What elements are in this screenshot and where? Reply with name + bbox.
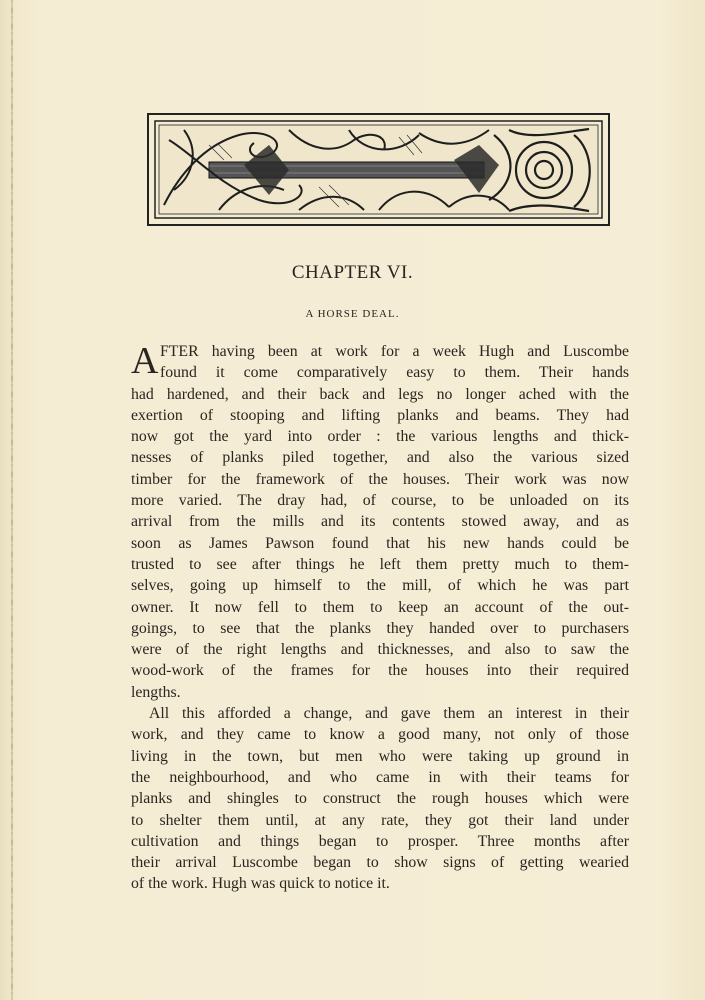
- text-line: the neighbourhood, and who came in with their teams for: [131, 768, 629, 786]
- headpiece-ornament-icon: [149, 115, 608, 224]
- text-line: selves, going up himself to the mill, of which he was part: [131, 577, 629, 595]
- chapter-title: CHAPTER VI.: [291, 262, 414, 283]
- text-line: soon as James Pawson found that his new hands could be: [131, 534, 629, 552]
- ornamental-headpiece: [147, 113, 610, 226]
- page-gutter: [11, 0, 13, 1000]
- text-line: to shelter them until, at any rate, they got their land under: [131, 811, 629, 829]
- text-line: wood-work of the frames for the houses into their required: [131, 662, 629, 680]
- text-line: All this afforded a change, and gave them an interest in their: [149, 705, 629, 723]
- text-line: trusted to see after things he left them pretty much to them-: [131, 555, 629, 573]
- drop-cap: A: [131, 340, 159, 382]
- text-line: had hardened, and their back and legs no longer ached with the: [131, 385, 629, 403]
- text-line: exertion of stooping and lifting planks and beams. They had: [131, 406, 629, 424]
- text-line: arrival from the mills and its contents stowed away, and as: [131, 513, 629, 531]
- text-line: owner. It now fell to them to keep an account of the out-: [131, 598, 629, 616]
- text-line: now got the yard into order : the various lengths and thick-: [131, 428, 629, 446]
- chapter-subtitle: A HORSE DEAL.: [305, 308, 400, 320]
- text-line: their arrival Luscombe began to show signs of getting wearied: [131, 854, 629, 872]
- text-line: FTER having been at work for a week Hugh and Luscombe: [160, 343, 629, 360]
- text-line: more varied. The dray had, of course, to be unloaded on its: [131, 492, 629, 510]
- text-line: of the work. Hugh was quick to notice it.: [131, 875, 390, 893]
- text-line: work, and they came to know a good many, not only of those: [131, 726, 629, 744]
- opening-paragraph-cap-block: [131, 341, 629, 384]
- text-line: timber for the framework of the houses. Their work was now: [131, 470, 629, 488]
- body-text: [131, 341, 629, 895]
- text-line: cultivation and things began to prosper. Three months after: [131, 832, 629, 850]
- text-line: lengths.: [131, 683, 181, 701]
- text-line: were of the right lengths and thicknesses, and also to saw the: [131, 641, 629, 659]
- cap-lines: [160, 341, 629, 384]
- text-line: living in the town, but men who were taking up ground in: [131, 747, 629, 765]
- text-line: nesses of planks piled together, and also the various sized: [131, 449, 629, 467]
- text-line: goings, to see that the planks they handed over to purchasers: [131, 619, 629, 637]
- text-line: planks and shingles to construct the rough houses which were: [131, 790, 629, 808]
- text-line: found it come comparatively easy to them. Their hands: [160, 364, 629, 382]
